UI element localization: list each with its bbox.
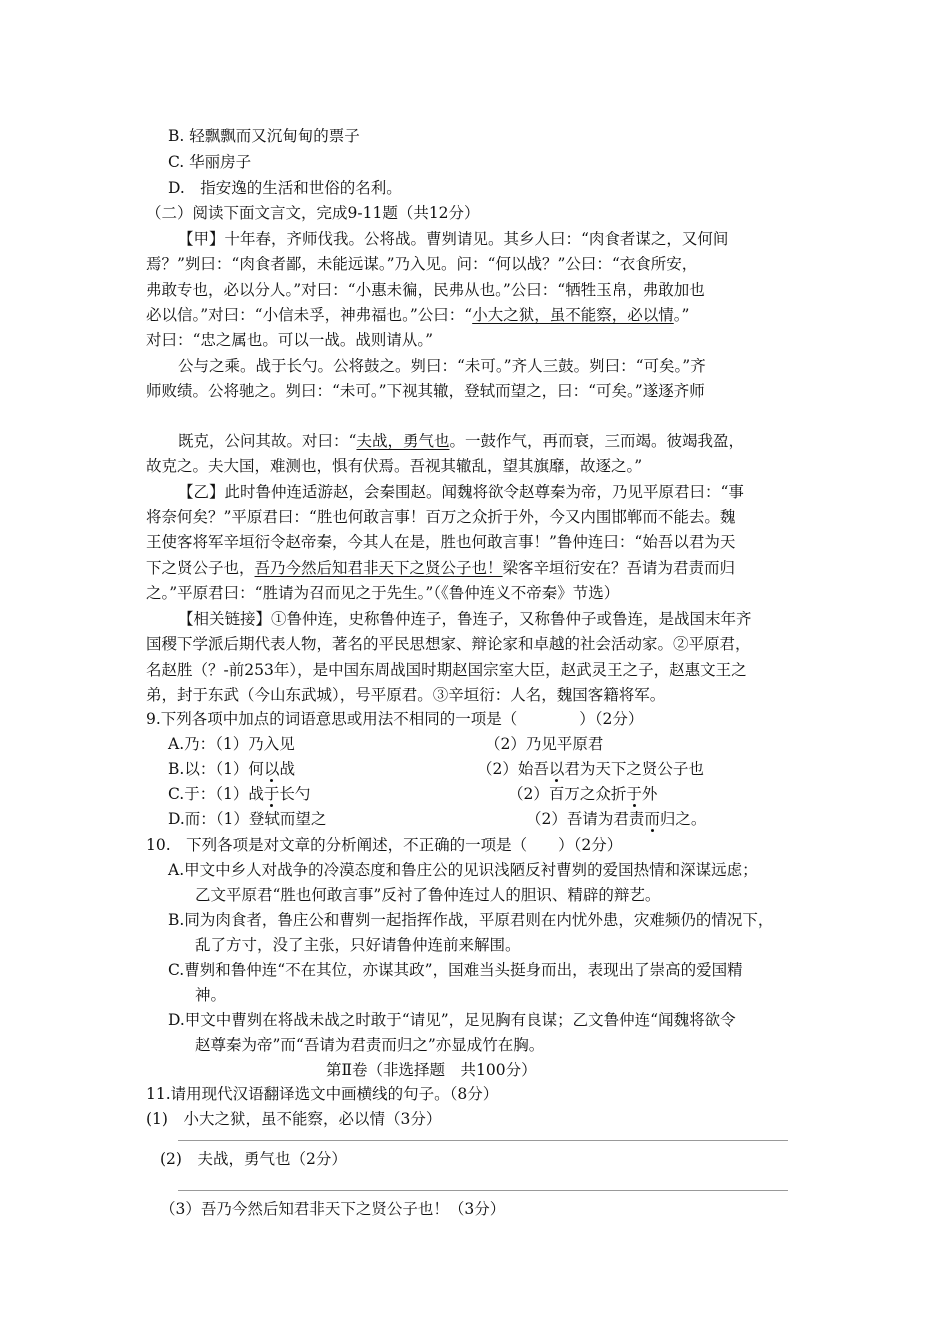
q9-d-right-post: 归之。	[659, 810, 707, 828]
section2-heading: （二）阅读下面文言文，完成9-11题（共12分）	[146, 204, 480, 222]
q9-option-a-right: （2）乃见平原君	[485, 735, 604, 753]
yi-line-3: 王使客将军辛垣衍令赵帝秦，今其人在是，胜也何敢言事！”鲁仲连曰：“始吾以君为天	[146, 533, 736, 551]
jia-line-6: 公与之乘。战于长勺。公将鼓之。刿曰：“未可。”齐人三鼓。刿曰：“可矣。”齐	[178, 357, 706, 375]
jia-line-4-text: 必以信。”对曰：“小信未孚，神弗福也。”公曰：“	[146, 306, 473, 324]
q10-option-c-2: 神。	[195, 986, 227, 1004]
jia-line-8-end: 。一鼓作气，再而衰，三而竭。彼竭我盈，	[449, 432, 744, 450]
q10-option-b-1: B.同为肉食者，鲁庄公和曹刿一起指挥作战，平原君则在内忧外患，灾难频仍的情况下，	[168, 911, 774, 929]
q9-b-right-pre: （2）始吾	[477, 760, 549, 778]
yi-line-4-text: 下之贤公子也，	[146, 559, 255, 577]
answer-line-1[interactable]	[178, 1140, 788, 1141]
q9-option-d-left: D.而：（1）登轼而望之	[168, 810, 327, 828]
underlined-sentence-3: 吾乃今然后知君非天下之贤公子也！	[254, 559, 503, 577]
underlined-sentence-2: 夫战，勇气也	[356, 432, 450, 450]
jia-line-3: 弗敢专也，必以分人。”对曰：“小惠未徧，民弗从也。”公曰：“牺牲玉帛，弗敢加也	[146, 281, 705, 299]
q10-option-b-2: 乱了方寸，没了主张，只好请鲁仲连前来解围。	[195, 936, 521, 954]
jia-line-5: 对曰：“忠之属也。可以一战。战则请从。”	[146, 331, 434, 349]
link-line-3: 名赵胜（？-前253年），是中国东周战国时期赵国宗室大臣，赵武灵王之子，赵惠文王之	[146, 661, 747, 679]
q10-option-a-1: A.甲文中乡人对战争的冷漠态度和鲁庄公的见识浅陋反衬曹刿的爱国热情和深谋远虑；	[168, 861, 758, 879]
q11-sub-2: (2) 夫战，勇气也（2分）	[160, 1150, 347, 1168]
q10-option-c-1: C.曹刿和鲁仲连“不在其位，亦谋其政”，国难当头挺身而出，表现出了崇高的爱国精	[168, 961, 743, 979]
q9-option-b-right	[477, 758, 704, 780]
link-line-2: 国稷下学派后期代表人物，著名的平民思想家、辩论家和卓越的社会活动家。②平原君，	[146, 635, 751, 653]
q10-stem: 10. 下列各项是对文章的分析阐述，不正确的一项是（ ）（2分）	[146, 836, 623, 854]
dotted-char: 于	[263, 785, 280, 803]
option-b: B. 轻飘飘而又沉甸甸的票子	[168, 127, 360, 145]
q9-d-right-pre: （2）吾请为君责	[526, 810, 645, 828]
q9-option-a-left: A.乃：（1）乃入见	[168, 735, 295, 753]
q9-option-c-left	[168, 783, 310, 805]
yi-line-1: 【乙】此时鲁仲连适游赵，会秦围赵。闻魏将欲令赵尊秦为帝，乃见平原君曰：“事	[178, 483, 744, 501]
jia-line-4	[146, 304, 689, 326]
q11-stem: 11.请用现代汉语翻译选文中画横线的句子。（8分）	[146, 1085, 499, 1103]
jia-line-8	[178, 430, 744, 452]
jia-line-9: 故克之。夫大国，难测也，惧有伏焉。吾视其辙乱，望其旗靡，故逐之。”	[146, 457, 643, 475]
dotted-char: 以	[548, 760, 565, 778]
link-line-4: 弟，封于东武（今山东武城），号平原君。③辛垣衍：人名，魏国客籍将军。	[146, 686, 666, 704]
option-d: D. 指安逸的生活和世俗的名利。	[168, 179, 402, 197]
q9-c-right-post: 外	[641, 785, 658, 803]
jia-line-7: 师败绩。公将驰之。刿曰：“未可。”下视其辙，登轼而望之，曰：“可矣。”遂逐齐师	[146, 382, 705, 400]
dotted-char: 而	[644, 810, 660, 828]
q10-option-d-2: 赵尊秦为帝”而“吾请为君责而归之”亦显成竹在胸。	[195, 1036, 545, 1054]
jia-line-1: 【甲】十年春，齐师伐我。公将战。曹刿请见。其乡人曰：“肉食者谋之，又何间	[178, 230, 729, 248]
q9-c-right-pre: （2）百万之众折	[508, 785, 627, 803]
yi-line-2: 将奈何矣？”平原君曰：“胜也何敢言事！百万之众折于外，今又内围邯郸而不能去。魏	[146, 508, 736, 526]
q9-option-d-right	[526, 808, 706, 830]
q9-option-b-left	[168, 758, 295, 780]
yi-line-5: 之。”平原君曰：“胜请为召而见之于先生。”（《鲁仲连义不帝秦》节选）	[146, 584, 620, 602]
yi-line-4	[146, 557, 735, 579]
q9-c-left-post: 长勺	[279, 785, 311, 803]
q10-option-a-2: 乙文平原君“胜也何敢言事”反衬了鲁仲连过人的胆识、精辟的辩艺。	[195, 886, 661, 904]
part2-heading: 第Ⅱ卷（非选择题 共100分）	[326, 1061, 537, 1079]
q9-b-left-post: 战	[279, 760, 295, 778]
jia-line-8-text: 既克，公问其故。对曰：“	[178, 432, 357, 450]
dotted-char: 于	[626, 785, 642, 803]
jia-line-2: 焉？”刿曰：“肉食者鄙，未能远谋。”乃入见。问：“何以战？”公曰：“衣食所安，	[146, 255, 698, 273]
q11-sub-3: （3）吾乃今然后知君非天下之贤公子也！（3分）	[160, 1200, 506, 1218]
yi-line-4-end: 梁客辛垣衍安在？吾请为君责而归	[502, 559, 736, 577]
jia-line-4-end: 。”	[673, 306, 690, 324]
q10-option-d-1: D.甲文中曹刿在将战未战之时敢于“请见”，足见胸有良谋；乙文鲁仲连“闻魏将欲令	[168, 1011, 736, 1029]
answer-line-2[interactable]	[178, 1190, 788, 1191]
option-c: C. 华丽房子	[168, 153, 252, 171]
dotted-char: 以	[263, 760, 280, 778]
q11-sub-1: (1) 小大之狱，虽不能察，必以情（3分）	[146, 1110, 442, 1128]
underlined-sentence-1: 小大之狱，虽不能察，必以情	[472, 306, 674, 324]
q9-option-c-right	[508, 783, 657, 805]
q9-stem: 9.下列各项中加点的词语意思或用法不相同的一项是（ ）（2分）	[146, 710, 644, 728]
q9-b-left-pre: B.以：（1）何	[168, 760, 264, 778]
q9-c-left-pre: C.于：（1）战	[168, 785, 264, 803]
link-line-1: 【相关链接】①鲁仲连，史称鲁仲连子，鲁连子，又称鲁仲子或鲁连，是战国末年齐	[178, 610, 752, 628]
q9-b-right-post: 君为天下之贤公子也	[564, 760, 704, 778]
